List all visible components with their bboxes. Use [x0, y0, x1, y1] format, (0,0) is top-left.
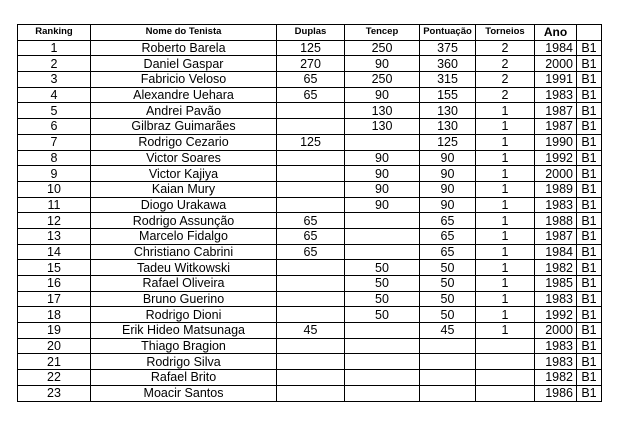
cell-tencep: 50 — [345, 260, 420, 276]
table-row — [18, 166, 602, 182]
cell-nome: Diogo Urakawa — [91, 197, 277, 213]
cell-tencep: 50 — [345, 276, 420, 292]
cell-pontuacao — [420, 338, 476, 354]
cell-categoria: B1 — [577, 56, 602, 72]
cell-pontuacao: 45 — [420, 323, 476, 339]
cell-tencep: 90 — [345, 150, 420, 166]
cell-pontuacao — [420, 370, 476, 386]
cell-ranking: 22 — [18, 370, 91, 386]
cell-pontuacao — [420, 354, 476, 370]
header-row — [18, 25, 602, 41]
cell-nome: Rafael Brito — [91, 370, 277, 386]
cell-torneios: 1 — [476, 103, 535, 119]
table-header — [18, 25, 602, 41]
cell-ano: 1982 — [535, 260, 577, 276]
cell-pontuacao: 50 — [420, 276, 476, 292]
cell-ano: 1983 — [535, 197, 577, 213]
header-nome: Nome do Tenista — [91, 25, 277, 41]
table-row — [18, 40, 602, 56]
cell-torneios: 1 — [476, 134, 535, 150]
cell-nome: Marcelo Fidalgo — [91, 228, 277, 244]
cell-ranking: 16 — [18, 276, 91, 292]
cell-duplas: 125 — [277, 40, 345, 56]
cell-pontuacao: 360 — [420, 56, 476, 72]
table-row — [18, 370, 602, 386]
cell-duplas: 45 — [277, 323, 345, 339]
cell-categoria: B1 — [577, 276, 602, 292]
cell-nome: Moacir Santos — [91, 385, 277, 401]
cell-nome: Andrei Pavão — [91, 103, 277, 119]
cell-ano: 2000 — [535, 166, 577, 182]
cell-nome: Victor Soares — [91, 150, 277, 166]
cell-ranking: 20 — [18, 338, 91, 354]
cell-nome: Victor Kajiya — [91, 166, 277, 182]
cell-ranking: 17 — [18, 291, 91, 307]
cell-torneios: 2 — [476, 87, 535, 103]
cell-tencep: 50 — [345, 307, 420, 323]
header-ano: Ano — [535, 25, 577, 41]
cell-categoria: B1 — [577, 260, 602, 276]
cell-categoria: B1 — [577, 307, 602, 323]
cell-tencep: 90 — [345, 56, 420, 72]
cell-tencep: 90 — [345, 181, 420, 197]
cell-duplas — [277, 150, 345, 166]
cell-ano: 1991 — [535, 72, 577, 88]
cell-categoria: B1 — [577, 181, 602, 197]
table-row — [18, 307, 602, 323]
table-row — [18, 228, 602, 244]
table-row — [18, 323, 602, 339]
cell-categoria: B1 — [577, 291, 602, 307]
cell-categoria: B1 — [577, 354, 602, 370]
cell-ranking: 21 — [18, 354, 91, 370]
cell-tencep: 90 — [345, 197, 420, 213]
cell-tencep — [345, 213, 420, 229]
cell-nome: Fabricio Veloso — [91, 72, 277, 88]
cell-nome: Alexandre Uehara — [91, 87, 277, 103]
cell-categoria: B1 — [577, 213, 602, 229]
cell-ranking: 12 — [18, 213, 91, 229]
cell-pontuacao — [420, 385, 476, 401]
cell-categoria: B1 — [577, 323, 602, 339]
table-row — [18, 244, 602, 260]
cell-categoria: B1 — [577, 338, 602, 354]
cell-ranking: 19 — [18, 323, 91, 339]
header-pontuacao: Pontuação — [420, 25, 476, 41]
header-categoria — [577, 25, 602, 41]
cell-ano: 1982 — [535, 370, 577, 386]
cell-categoria: B1 — [577, 150, 602, 166]
cell-torneios: 1 — [476, 119, 535, 135]
cell-nome: Thiago Bragion — [91, 338, 277, 354]
cell-duplas: 125 — [277, 134, 345, 150]
cell-ano: 1987 — [535, 228, 577, 244]
cell-duplas: 65 — [277, 72, 345, 88]
cell-categoria: B1 — [577, 370, 602, 386]
cell-torneios: 1 — [476, 276, 535, 292]
table-row — [18, 338, 602, 354]
cell-duplas — [277, 166, 345, 182]
cell-torneios — [476, 385, 535, 401]
cell-ano: 1983 — [535, 354, 577, 370]
cell-tencep — [345, 370, 420, 386]
cell-nome: Rafael Oliveira — [91, 276, 277, 292]
cell-ranking: 13 — [18, 228, 91, 244]
cell-ano: 1984 — [535, 244, 577, 260]
cell-ano: 1984 — [535, 40, 577, 56]
table-row — [18, 181, 602, 197]
cell-torneios: 2 — [476, 40, 535, 56]
cell-ranking: 9 — [18, 166, 91, 182]
cell-tencep: 90 — [345, 87, 420, 103]
cell-ano: 1986 — [535, 385, 577, 401]
cell-categoria: B1 — [577, 134, 602, 150]
cell-duplas: 65 — [277, 228, 345, 244]
cell-torneios: 1 — [476, 181, 535, 197]
cell-duplas — [277, 370, 345, 386]
table-row — [18, 385, 602, 401]
cell-ranking: 23 — [18, 385, 91, 401]
cell-pontuacao: 375 — [420, 40, 476, 56]
table-row — [18, 87, 602, 103]
cell-ranking: 1 — [18, 40, 91, 56]
cell-duplas — [277, 354, 345, 370]
cell-nome: Gilbraz Guimarães — [91, 119, 277, 135]
cell-categoria: B1 — [577, 166, 602, 182]
cell-duplas: 65 — [277, 213, 345, 229]
cell-ranking: 15 — [18, 260, 91, 276]
cell-ranking: 14 — [18, 244, 91, 260]
cell-pontuacao: 155 — [420, 87, 476, 103]
cell-pontuacao: 50 — [420, 260, 476, 276]
cell-ranking: 4 — [18, 87, 91, 103]
cell-tencep — [345, 244, 420, 260]
cell-tencep — [345, 338, 420, 354]
header-ranking: Ranking — [18, 25, 91, 41]
cell-pontuacao: 130 — [420, 119, 476, 135]
cell-nome: Rodrigo Cezario — [91, 134, 277, 150]
cell-duplas — [277, 307, 345, 323]
table-row — [18, 260, 602, 276]
cell-duplas — [277, 260, 345, 276]
cell-nome: Rodrigo Silva — [91, 354, 277, 370]
cell-nome: Christiano Cabrini — [91, 244, 277, 260]
cell-nome: Bruno Guerino — [91, 291, 277, 307]
cell-categoria: B1 — [577, 119, 602, 135]
cell-ranking: 18 — [18, 307, 91, 323]
cell-ranking: 10 — [18, 181, 91, 197]
cell-pontuacao: 90 — [420, 181, 476, 197]
cell-ano: 2000 — [535, 323, 577, 339]
cell-categoria: B1 — [577, 103, 602, 119]
table-row — [18, 150, 602, 166]
cell-pontuacao: 90 — [420, 197, 476, 213]
cell-pontuacao: 65 — [420, 244, 476, 260]
table-row — [18, 72, 602, 88]
cell-duplas — [277, 103, 345, 119]
cell-ranking: 5 — [18, 103, 91, 119]
cell-tencep: 50 — [345, 291, 420, 307]
cell-torneios: 1 — [476, 291, 535, 307]
cell-torneios: 1 — [476, 323, 535, 339]
cell-ano: 1983 — [535, 87, 577, 103]
cell-torneios — [476, 370, 535, 386]
cell-nome: Tadeu Witkowski — [91, 260, 277, 276]
cell-torneios: 2 — [476, 56, 535, 72]
cell-tencep — [345, 228, 420, 244]
cell-pontuacao: 125 — [420, 134, 476, 150]
cell-duplas — [277, 385, 345, 401]
cell-torneios — [476, 354, 535, 370]
cell-tencep: 250 — [345, 72, 420, 88]
table-row — [18, 134, 602, 150]
cell-ano: 1987 — [535, 103, 577, 119]
cell-duplas: 65 — [277, 244, 345, 260]
cell-torneios: 1 — [476, 307, 535, 323]
cell-duplas — [277, 291, 345, 307]
cell-ranking: 11 — [18, 197, 91, 213]
table-row — [18, 354, 602, 370]
cell-categoria: B1 — [577, 197, 602, 213]
cell-pontuacao: 90 — [420, 150, 476, 166]
cell-nome: Rodrigo Dioni — [91, 307, 277, 323]
header-tencep: Tencep — [345, 25, 420, 41]
cell-ano: 1987 — [535, 119, 577, 135]
cell-nome: Rodrigo Assunção — [91, 213, 277, 229]
table-row — [18, 103, 602, 119]
cell-categoria: B1 — [577, 40, 602, 56]
cell-torneios: 1 — [476, 150, 535, 166]
cell-duplas — [277, 197, 345, 213]
cell-pontuacao: 50 — [420, 307, 476, 323]
cell-nome: Erik Hideo Matsunaga — [91, 323, 277, 339]
header-torneios: Torneios — [476, 25, 535, 41]
cell-duplas — [277, 338, 345, 354]
cell-duplas — [277, 119, 345, 135]
cell-tencep — [345, 323, 420, 339]
cell-torneios: 1 — [476, 213, 535, 229]
cell-ano: 1983 — [535, 291, 577, 307]
cell-categoria: B1 — [577, 385, 602, 401]
cell-tencep: 130 — [345, 103, 420, 119]
cell-pontuacao: 50 — [420, 291, 476, 307]
table-row — [18, 56, 602, 72]
cell-pontuacao: 130 — [420, 103, 476, 119]
table-body — [18, 40, 602, 401]
cell-pontuacao: 315 — [420, 72, 476, 88]
table-row — [18, 119, 602, 135]
cell-torneios: 2 — [476, 72, 535, 88]
cell-ano: 1983 — [535, 338, 577, 354]
cell-categoria: B1 — [577, 72, 602, 88]
cell-categoria: B1 — [577, 228, 602, 244]
cell-ano: 1990 — [535, 134, 577, 150]
cell-nome: Kaian Mury — [91, 181, 277, 197]
cell-tencep — [345, 385, 420, 401]
cell-tencep: 250 — [345, 40, 420, 56]
cell-ranking: 7 — [18, 134, 91, 150]
cell-ranking: 2 — [18, 56, 91, 72]
cell-torneios — [476, 338, 535, 354]
cell-duplas — [277, 276, 345, 292]
table-row — [18, 291, 602, 307]
cell-duplas: 65 — [277, 87, 345, 103]
cell-pontuacao: 65 — [420, 213, 476, 229]
ranking-table — [17, 24, 602, 402]
cell-tencep — [345, 354, 420, 370]
cell-ranking: 3 — [18, 72, 91, 88]
cell-ano: 1985 — [535, 276, 577, 292]
cell-ano: 1988 — [535, 213, 577, 229]
cell-tencep: 130 — [345, 119, 420, 135]
cell-pontuacao: 90 — [420, 166, 476, 182]
header-duplas: Duplas — [277, 25, 345, 41]
cell-torneios: 1 — [476, 260, 535, 276]
cell-ranking: 8 — [18, 150, 91, 166]
cell-duplas: 270 — [277, 56, 345, 72]
cell-categoria: B1 — [577, 244, 602, 260]
cell-categoria: B1 — [577, 87, 602, 103]
table-row — [18, 197, 602, 213]
cell-duplas — [277, 181, 345, 197]
cell-pontuacao: 65 — [420, 228, 476, 244]
cell-tencep — [345, 134, 420, 150]
cell-ano: 1992 — [535, 150, 577, 166]
cell-torneios: 1 — [476, 244, 535, 260]
table-row — [18, 276, 602, 292]
cell-nome: Roberto Barela — [91, 40, 277, 56]
cell-torneios: 1 — [476, 228, 535, 244]
table-row — [18, 213, 602, 229]
cell-nome: Daniel Gaspar — [91, 56, 277, 72]
cell-torneios: 1 — [476, 166, 535, 182]
cell-ano: 1989 — [535, 181, 577, 197]
cell-ano: 2000 — [535, 56, 577, 72]
cell-torneios: 1 — [476, 197, 535, 213]
cell-ano: 1992 — [535, 307, 577, 323]
cell-ranking: 6 — [18, 119, 91, 135]
cell-tencep: 90 — [345, 166, 420, 182]
